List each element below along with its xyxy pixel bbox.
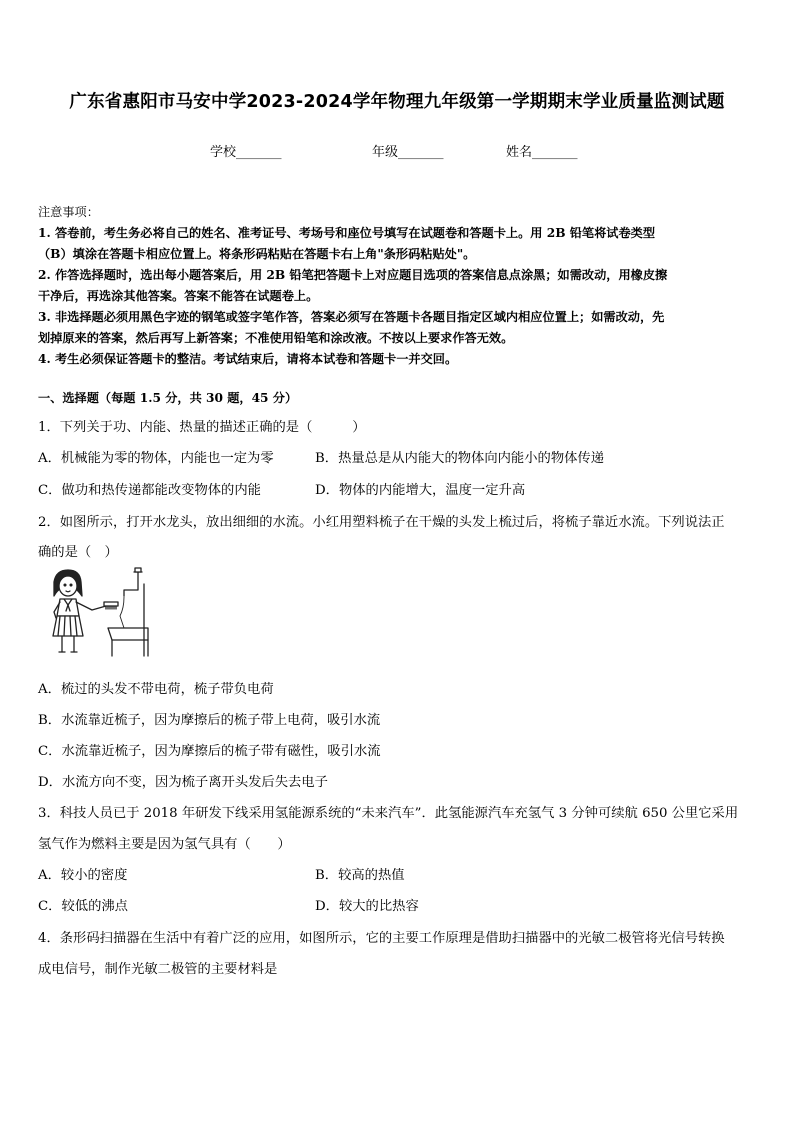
note-line: 4. 考生必须保证答题卡的整洁。考试结束后，请将本试卷和答题卡一并交回。 bbox=[38, 352, 458, 366]
q1-option-b[interactable]: B．热量总是从内能大的物体向内能小的物体传递 bbox=[315, 451, 605, 466]
school-field[interactable]: 学校_______ bbox=[210, 145, 282, 160]
q2-option-d[interactable]: D．水流方向不变，因为梳子离开头发后失去电子 bbox=[38, 775, 328, 790]
name-field[interactable]: 姓名_______ bbox=[506, 145, 578, 160]
note-line: 2. 作答选择题时，选出每小题答案后，用 2B 铅笔把答题卡上对应题目选项的答案信息点涂黑；如需改动，用橡皮擦 bbox=[38, 268, 668, 282]
question-4-stem-cont: 成电信号，制作光敏二极管的主要材料是 bbox=[38, 962, 278, 977]
note-line: 3. 非选择题必须用黑色字迹的钢笔或签字笔作答，答案必须写在答题卡各题目指定区域内相应位置上；如需改动，先 bbox=[38, 310, 665, 324]
grade-field[interactable]: 年级_______ bbox=[372, 145, 444, 160]
q3-option-c[interactable]: C．较低的沸点 bbox=[38, 899, 128, 914]
question-3-stem: 3．科技人员已于 2018 年研发下线采用氢能源系统的“未来汽车”．此氢能源汽车充氢气 3 分钟可续航 650 公里它采用 bbox=[38, 806, 739, 821]
q2-option-a[interactable]: A．梳过的头发不带电荷，梳子带负电荷 bbox=[38, 682, 274, 697]
question-2-stem: 2．如图所示，打开水龙头，放出细细的水流。小红用塑料梳子在干燥的头发上梳过后，将梳子靠近水流。下列说法正 bbox=[38, 515, 725, 530]
q1-option-a[interactable]: A．机械能为零的物体，内能也一定为零 bbox=[38, 451, 274, 466]
question-4-stem: 4．条形码扫描器在生活中有着广泛的应用，如图所示，它的主要工作原理是借助扫描器中的光敏二极管将光信号转换 bbox=[38, 931, 725, 946]
note-line: 1. 答卷前，考生务必将自己的姓名、准考证号、考场号和座位号填写在试题卷和答题卡上。用 2B 铅笔将试卷类型 bbox=[38, 226, 656, 240]
girl-at-faucet-illustration bbox=[40, 566, 158, 658]
question-3-stem-cont: 氢气作为燃料主要是因为氢气具有（ ） bbox=[38, 837, 291, 852]
section-heading: 一、选择题（每题 1.5 分，共 30 题，45 分） bbox=[38, 391, 298, 405]
q3-option-a[interactable]: A．较小的密度 bbox=[38, 868, 128, 883]
q2-option-b[interactable]: B．水流靠近梳子，因为摩擦后的梳子带上电荷，吸引水流 bbox=[38, 713, 381, 728]
note-line: （B）填涂在答题卡相应位置上。将条形码粘贴在答题卡右上角"条形码粘贴处"。 bbox=[38, 247, 476, 261]
question-1-stem: 1．下列关于功、内能、热量的描述正确的是（ ） bbox=[38, 420, 366, 435]
q3-option-b[interactable]: B．较高的热值 bbox=[315, 868, 405, 883]
q3-option-d[interactable]: D．较大的比热容 bbox=[315, 899, 419, 914]
q1-option-d[interactable]: D．物体的内能增大，温度一定升高 bbox=[315, 483, 526, 498]
note-line: 干净后，再选涂其他答案。答案不能答在试题卷上。 bbox=[38, 289, 319, 303]
notes-heading: 注意事项： bbox=[38, 205, 99, 219]
note-line: 划掉原来的答案，然后再写上新答案；不准使用铅笔和涂改液。不按以上要求作答无效。 bbox=[38, 331, 514, 345]
exam-title: 广东省惠阳市马安中学2023-2024学年物理九年级第一学期期末学业质量监测试题 bbox=[69, 92, 725, 112]
q1-option-c[interactable]: C．做功和热传递都能改变物体的内能 bbox=[38, 483, 261, 498]
question-2-stem-cont: 确的是（ ） bbox=[38, 545, 118, 560]
q2-option-c[interactable]: C．水流靠近梳子，因为摩擦后的梳子带有磁性，吸引水流 bbox=[38, 744, 381, 759]
